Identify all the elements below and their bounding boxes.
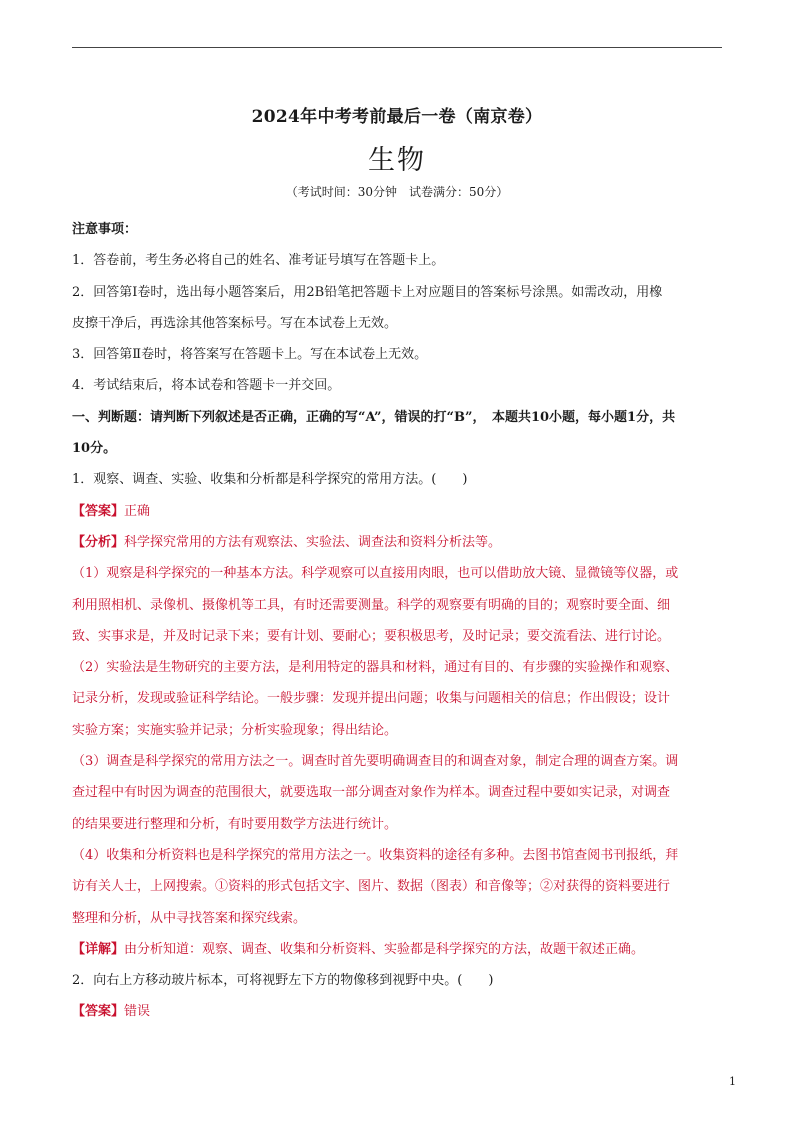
analysis-line: 致、实事求是，并及时记录下来；要有计划、要耐心；要积极思考，及时记录；要交流看法、进行讨论。 (72, 628, 671, 644)
page-number: 1 (729, 1075, 736, 1088)
analysis-line: 记录分析，发现或验证科学结论。一般步骤：发现并提出问题；收集与问题相关的信息；作出假设；设计 (72, 691, 671, 707)
note-item-2-cont: 皮擦干净后，再选涂其他答案标号。写在本试卷上无效。 (72, 315, 398, 331)
document-body (72, 214, 724, 1028)
note-item-3: 3．回答第Ⅱ卷时，将答案写在答题卡上。写在本试卷上无效。 (72, 347, 428, 363)
question-2-stem: 2．向右上方移动玻片标本，可将视野左下方的物像移到视野中央。( ) (72, 973, 494, 989)
analysis-line: （1）观察是科学探究的一种基本方法。科学观察可以直接用肉眼，也可以借助放大镜、显微镜等仪器，或 (72, 566, 679, 582)
detail-text: 由分析知道：观察、调查、收集和分析资料、实验都是科学探究的方法，故题干叙述正确。 (124, 941, 645, 957)
question-1-answer (72, 496, 724, 527)
analysis-line: 的结果要进行整理和分析，有时要用数学方法进行统计。 (72, 816, 398, 832)
analysis-text: 科学探究常用的方法有观察法、实验法、调查法和资料分析法等。 (124, 534, 502, 550)
question-2-answer (72, 996, 724, 1027)
answer-value: 正确 (124, 503, 151, 519)
note-item-2: 2．回答第Ⅰ卷时，选出每小题答案后，用2B铅笔把答题卡上对应题目的答案标号涂黑。如需改动，用橡 (72, 284, 663, 300)
note-item-4: 4．考试结束后，将本试卷和答题卡一并交回。 (72, 378, 341, 394)
question-1-analysis (72, 527, 724, 558)
note-item-1: 1．答卷前，考生务必将自己的姓名、准考证号填写在答题卡上。 (72, 253, 445, 269)
subject-title: 生物 (368, 145, 426, 176)
analysis-line: （2）实验法是生物研究的主要方法，是利用特定的器具和材料，通过有目的、有步骤的实验操作和观察、 (72, 660, 679, 676)
question-1-detail (72, 934, 724, 965)
header-rule (72, 47, 722, 48)
exam-info: （考试时间：30分钟 试卷满分：50分） (285, 185, 509, 199)
analysis-line: （4）收集和分析资料也是科学探究的常用方法之一。收集资料的途径有多种。去图书馆查阅书刊报纸，拜 (72, 847, 679, 863)
notes-heading: 注意事项： (72, 222, 138, 237)
analysis-line: 实验方案；实施实验并记录；分析实验现象；得出结论。 (72, 722, 398, 738)
answer-tag: 【答案】 (72, 1004, 125, 1020)
question-1-stem: 1．观察、调查、实验、收集和分析都是科学探究的常用方法。( ) (72, 472, 468, 488)
analysis-tag: 【分析】 (72, 534, 125, 550)
document-title: 2024年中考考前最后一卷（南京卷） (251, 107, 543, 127)
answer-tag: 【答案】 (72, 503, 125, 519)
analysis-line: 访有关人士，上网搜索。①资料的形式包括文字、图片、数据（图表）和音像等；②对获得的资料要进行 (72, 879, 671, 895)
analysis-line: （3）调查是科学探究的常用方法之一。调查时首先要明确调查目的和调查对象，制定合理的调查方案。调 (72, 754, 679, 770)
answer-value: 错误 (124, 1004, 151, 1020)
section-heading: 一、判断题：请判断下列叙述是否正确，正确的写“A”，错误的打“B”， 本题共10小题，每小题1分，共 (72, 409, 676, 425)
analysis-line: 利用照相机、录像机、摄像机等工具，有时还需要测量。科学的观察要有明确的目的；观察时要全面、细 (72, 597, 671, 613)
section-heading-cont: 10分。 (72, 441, 117, 457)
analysis-line: 查过程中有时因为调查的范围很大，就要选取一部分调查对象作为样本。调查过程中要如实记录，对调查 (72, 785, 671, 801)
detail-tag: 【详解】 (72, 941, 125, 957)
analysis-line: 整理和分析，从中寻找答案和探究线索。 (72, 910, 307, 926)
